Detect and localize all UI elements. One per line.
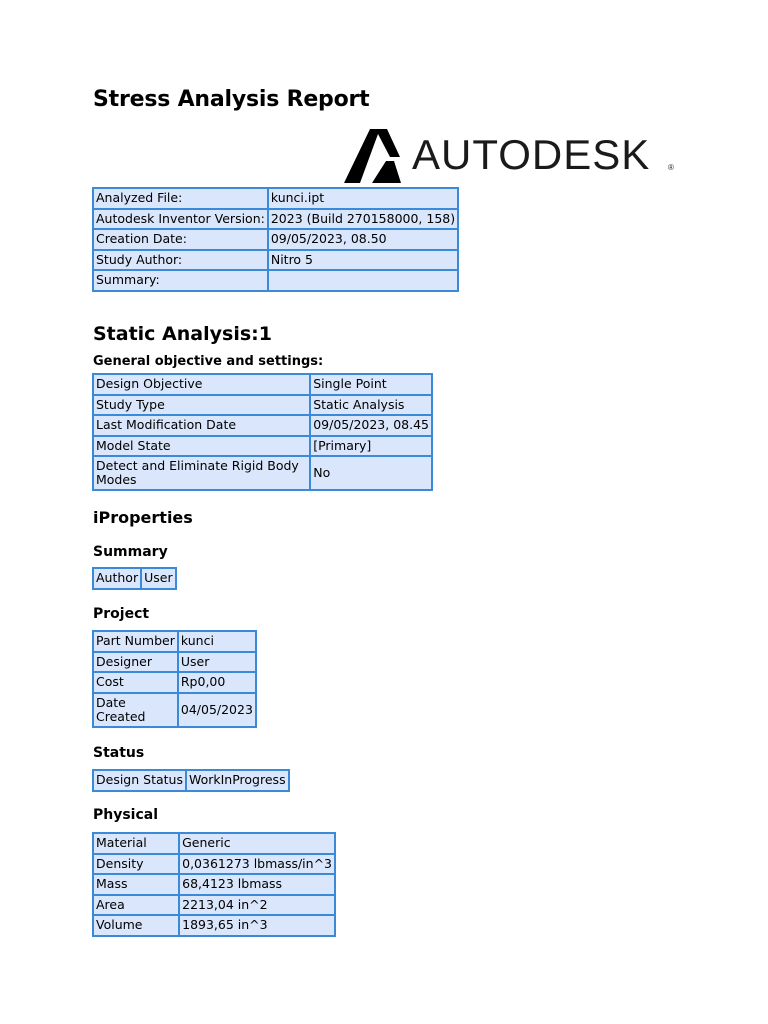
project-label: Part Number <box>93 631 178 652</box>
table-row <box>93 229 458 250</box>
summary-value: User <box>141 568 176 589</box>
table-row <box>93 770 289 791</box>
table-row <box>93 915 335 936</box>
table-row <box>93 895 335 916</box>
table-row <box>93 250 458 271</box>
table-row <box>93 568 176 589</box>
table-row <box>93 874 335 895</box>
setting-value: Single Point <box>310 374 432 395</box>
static-analysis-heading: Static Analysis:1 <box>93 323 272 345</box>
physical-heading: Physical <box>93 807 159 823</box>
svg-text:AUTODESK: AUTODESK <box>412 131 651 178</box>
table-row <box>93 631 256 652</box>
status-heading: Status <box>93 745 145 761</box>
project-value: kunci <box>178 631 256 652</box>
summary-heading: Summary <box>93 544 168 560</box>
info-value <box>268 270 458 291</box>
setting-value: No <box>310 456 432 490</box>
general-objective-subheading: General objective and settings: <box>93 354 324 369</box>
setting-value: 09/05/2023, 08.45 <box>310 415 432 436</box>
table-row <box>93 672 256 693</box>
report-title: Stress Analysis Report <box>93 87 370 112</box>
table-row <box>93 693 256 727</box>
table-row <box>93 854 335 875</box>
project-value: User <box>178 652 256 673</box>
setting-value: Static Analysis <box>310 395 432 416</box>
info-label: Study Author: <box>93 250 268 271</box>
physical-label: Density <box>93 854 179 875</box>
project-value: 04/05/2023 <box>178 693 256 727</box>
table-row <box>93 188 458 209</box>
project-value: Rp0,00 <box>178 672 256 693</box>
physical-value: Generic <box>179 833 335 854</box>
iproperties-heading: iProperties <box>93 508 193 527</box>
table-row <box>93 652 256 673</box>
table-row <box>93 833 335 854</box>
table-row <box>93 270 458 291</box>
info-label: Autodesk Inventor Version: <box>93 209 268 230</box>
physical-value: 0,0361273 lbmass/in^3 <box>179 854 335 875</box>
table-row <box>93 395 432 416</box>
physical-label: Volume <box>93 915 179 936</box>
physical-label: Mass <box>93 874 179 895</box>
physical-value: 2213,04 in^2 <box>179 895 335 916</box>
svg-text:®: ® <box>668 163 674 172</box>
summary-table <box>92 567 177 590</box>
table-row <box>93 415 432 436</box>
status-value: WorkInProgress <box>186 770 289 791</box>
table-row <box>93 209 458 230</box>
summary-label: Author <box>93 568 141 589</box>
info-value: Nitro 5 <box>268 250 458 271</box>
info-label: Analyzed File: <box>93 188 268 209</box>
status-table <box>92 769 290 792</box>
autodesk-logo <box>342 126 682 184</box>
project-heading: Project <box>93 606 150 622</box>
setting-label: Design Objective <box>93 374 310 395</box>
project-label: Date Created <box>93 693 178 727</box>
info-value: 09/05/2023, 08.50 <box>268 229 458 250</box>
physical-label: Area <box>93 895 179 916</box>
setting-label: Detect and Eliminate Rigid Body Modes <box>93 456 310 490</box>
status-label: Design Status <box>93 770 186 791</box>
physical-label: Material <box>93 833 179 854</box>
info-value: 2023 (Build 270158000, 158) <box>268 209 458 230</box>
project-label: Cost <box>93 672 178 693</box>
setting-label: Model State <box>93 436 310 457</box>
table-row <box>93 374 432 395</box>
physical-table <box>92 832 336 937</box>
setting-label: Last Modification Date <box>93 415 310 436</box>
file-info-table <box>92 187 459 292</box>
info-label: Summary: <box>93 270 268 291</box>
info-label: Creation Date: <box>93 229 268 250</box>
table-row <box>93 456 432 490</box>
info-value: kunci.ipt <box>268 188 458 209</box>
physical-value: 1893,65 in^3 <box>179 915 335 936</box>
project-table <box>92 630 257 728</box>
physical-value: 68,4123 lbmass <box>179 874 335 895</box>
settings-table <box>92 373 433 491</box>
setting-value: [Primary] <box>310 436 432 457</box>
project-label: Designer <box>93 652 178 673</box>
table-row <box>93 436 432 457</box>
setting-label: Study Type <box>93 395 310 416</box>
